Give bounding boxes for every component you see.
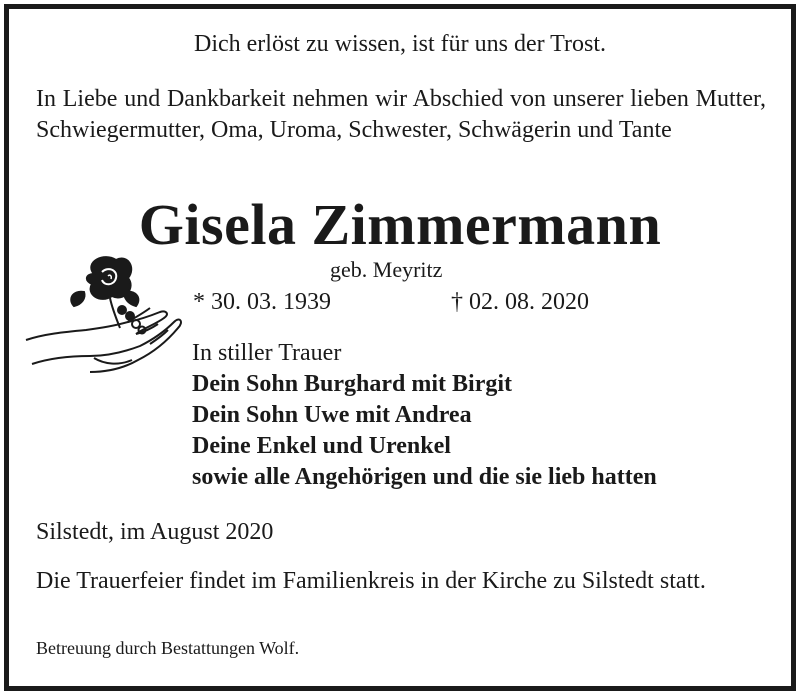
- ceremony-note: Die Trauerfeier findet im Familienkreis in der Kirche zu Silstedt statt.: [36, 568, 706, 594]
- motto-line: Dich erlöst zu wissen, ist für uns der Trost.: [194, 31, 606, 57]
- intro-text: In Liebe und Dankbarkeit nehmen wir Abschied von unserer lieben Mutter, Schwiegermutter, Oma, Uroma, Schwester, Schwägerin und Tante: [36, 86, 766, 143]
- rose-in-hands-icon: [24, 252, 184, 377]
- mourners-block: [192, 338, 752, 493]
- deceased-name: Gisela Zimmermann: [138, 192, 662, 257]
- mourner-line: Deine Enkel und Urenkel: [192, 433, 451, 459]
- mourner-line: Dein Sohn Uwe mit Andrea: [192, 402, 472, 428]
- funeral-home-note: Betreuung durch Bestattungen Wolf.: [36, 638, 300, 658]
- birth-date: * 30. 03. 1939: [193, 289, 331, 315]
- birth-name: geb. Meyritz: [330, 257, 443, 282]
- mourning-lead: In stiller Trauer: [192, 340, 342, 366]
- mourner-line: Dein Sohn Burghard mit Birgit: [192, 371, 513, 397]
- mourner-line: sowie alle Angehörigen und die sie lieb hatten: [192, 464, 657, 490]
- death-date: † 02. 08. 2020: [451, 289, 589, 315]
- place-date: Silstedt, im August 2020: [36, 519, 274, 545]
